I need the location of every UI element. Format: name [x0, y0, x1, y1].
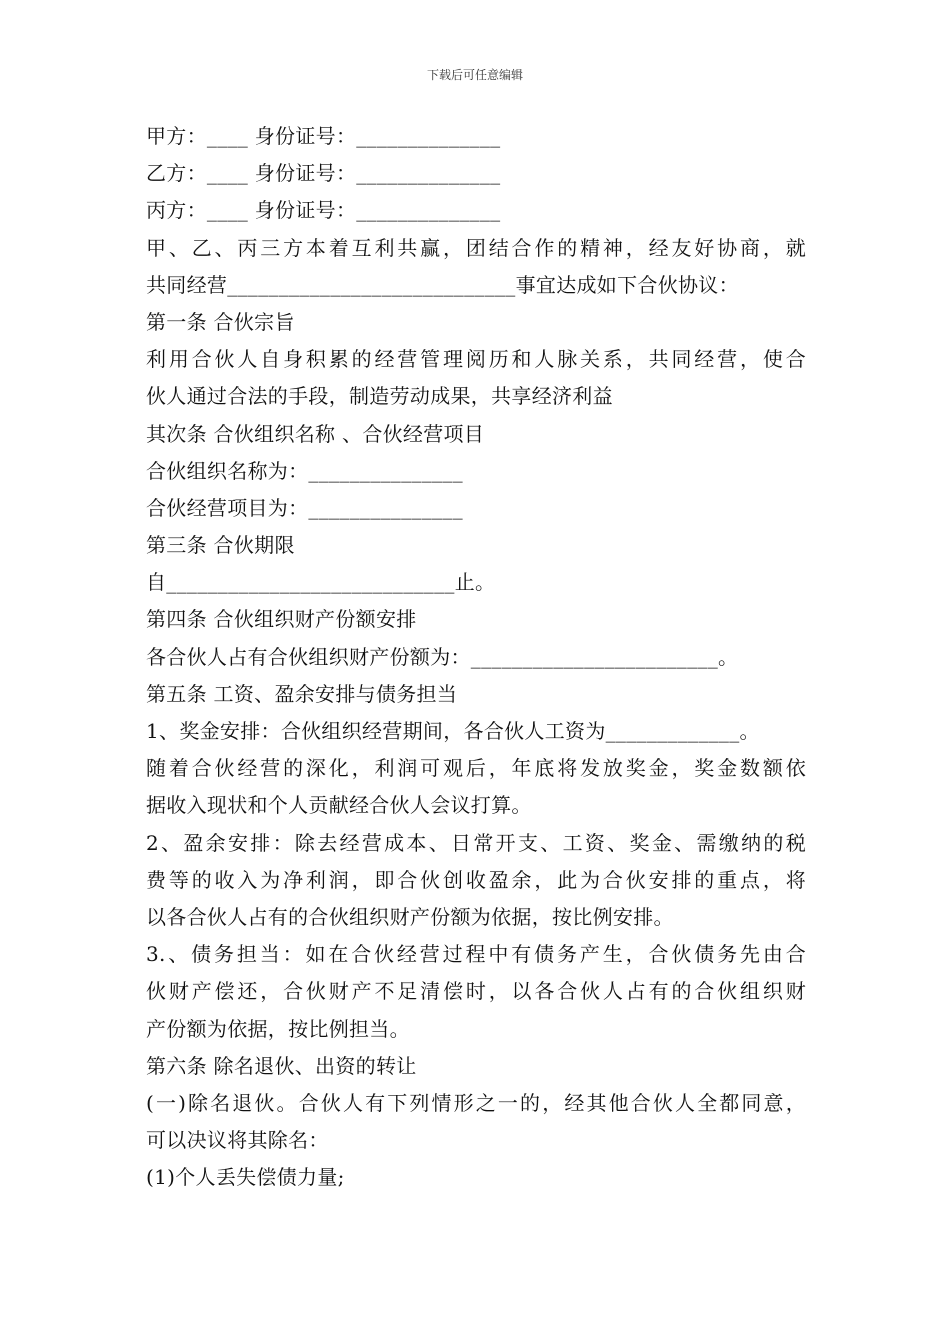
- expulsion-line-2: 可以决议将其除名：: [146, 1128, 329, 1153]
- article-5-heading: 第五条 工资、盈余安排与债务担当: [146, 681, 458, 706]
- debt-line-1: 3.、债务担当：如在合伙经营过程中有债务产生，合伙债务先由合: [146, 942, 806, 967]
- business-project-line: 合伙经营项目为：_______________: [146, 495, 463, 520]
- term-line: 自____________________________止。: [146, 570, 496, 595]
- org-name-line: 合伙组织名称为：_______________: [146, 458, 463, 483]
- page-header: 下载后可任意编辑: [426, 68, 523, 82]
- party-c-line: 丙方：____ 身份证号：______________: [146, 198, 501, 223]
- bonus-line-3: 据收入现状和个人贡献经合伙人会议打算。: [146, 793, 532, 818]
- preamble-line-1: 甲、乙、丙三方本着互利共赢，团结合作的精神，经友好协商，就: [146, 235, 806, 260]
- expulsion-line-1: (一)除名退伙。合伙人有下列情形之一的，经其他合伙人全都同意，: [146, 1090, 806, 1115]
- debt-line-3: 产份额为依据，按比例担当。: [146, 1016, 410, 1041]
- preamble-line-2: 共同经营____________________________事宜达成如下合伙协议：: [146, 272, 739, 297]
- article-4-heading: 第四条 合伙组织财产份额安排: [146, 607, 417, 632]
- bonus-line-1: 1、奖金安排：合伙组织经营期间，各合伙人工资为_____________。: [146, 719, 760, 743]
- document-body: [146, 118, 826, 1196]
- surplus-line-2: 费等的收入为净利润，即合伙创收盈余，此为合伙安排的重点，将: [146, 867, 806, 892]
- surplus-line-1: 2、盈余安排：除去经营成本、日常开支、工资、奖金、需缴纳的税: [146, 830, 806, 855]
- article-6-heading: 第六条 除名退伙、出资的转让: [146, 1053, 417, 1078]
- debt-line-2: 伙财产偿还，合伙财产不足清偿时，以各合伙人占有的合伙组织财: [146, 979, 806, 1004]
- bonus-line-2: 随着合伙经营的深化，利润可观后，年底将发放奖金，奖金数额依: [146, 756, 806, 781]
- party-b-line: 乙方：____ 身份证号：______________: [146, 161, 501, 186]
- article-1-heading: 第一条 合伙宗旨: [146, 309, 295, 334]
- party-a-line: 甲方：____ 身份证号：______________: [146, 124, 501, 148]
- article-3-heading: 第三条 合伙期限: [146, 533, 295, 558]
- article-1-text-2: 伙人通过合法的手段，制造劳动成果，共享经济利益: [146, 384, 613, 409]
- property-share-line: 各合伙人占有合伙组织财产份额为：________________________。: [146, 644, 739, 669]
- article-2-heading: 其次条 合伙组织名称 、合伙经营项目: [146, 421, 485, 446]
- article-1-text-1: 利用合伙人自身积累的经营管理阅历和人脉关系，共同经营，使合: [146, 347, 806, 372]
- surplus-line-3: 以各合伙人占有的合伙组织财产份额为依据，按比例安排。: [146, 904, 674, 929]
- expulsion-item-1: (1)个人丢失偿债力量;: [146, 1165, 345, 1190]
